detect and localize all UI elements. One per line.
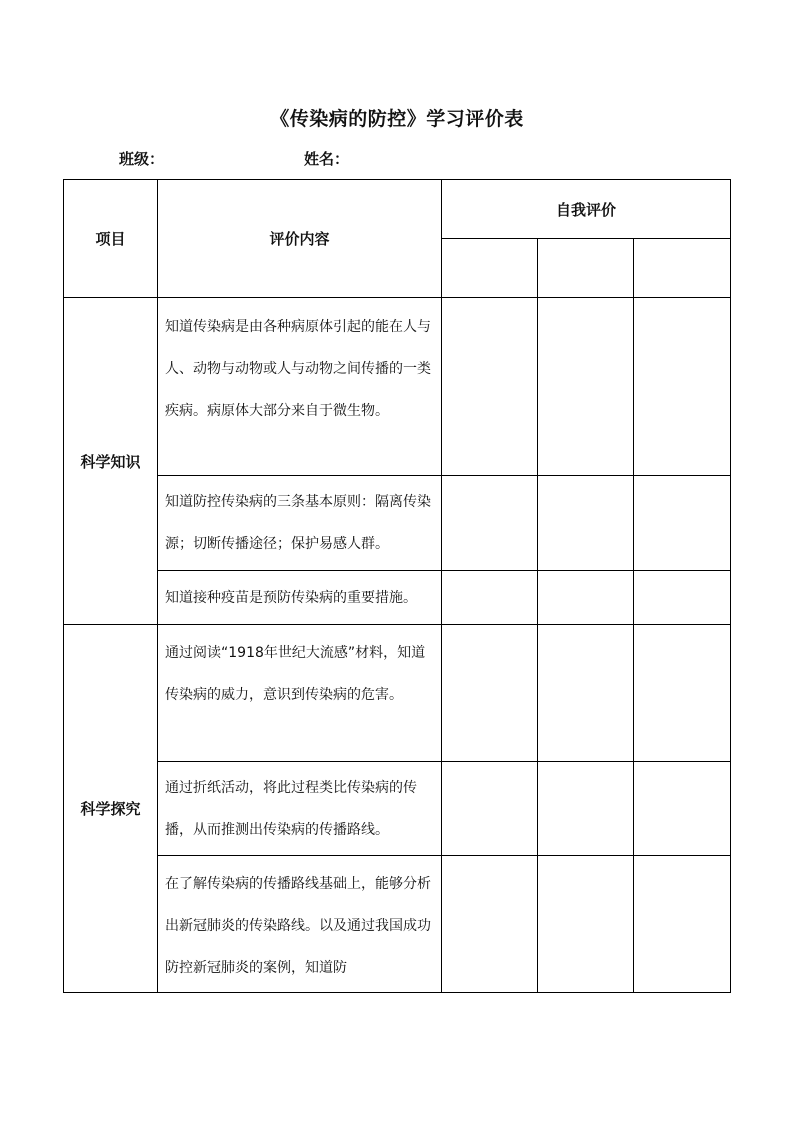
rating-cell[interactable] (442, 762, 538, 856)
criterion-text: 在了解传染病的传播路线基础上，能够分析出新冠肺炎的传染路线。以及通过我国成功防控新冠肺炎的案例，知道防 (158, 856, 442, 993)
rating-cell[interactable] (538, 298, 634, 476)
evaluation-table (63, 179, 731, 993)
rating-cell[interactable] (634, 571, 731, 625)
criterion-text: 通过折纸活动，将此过程类比传染病的传播，从而推测出传染病的传播路线。 (158, 762, 442, 856)
rating-cell[interactable] (538, 856, 634, 993)
rating-cell[interactable] (634, 625, 731, 762)
criterion-text: 通过阅读“1918年世纪大流感”材料，知道传染病的威力，意识到传染病的危害。 (158, 625, 442, 762)
self-eval-subheader-cell (634, 239, 731, 298)
criterion-text: 知道传染病是由各种病原体引起的能在人与人、动物与动物或人与动物之间传播的一类疾病。病原体大部分来自于微生物。 (158, 298, 442, 476)
criterion-text: 知道防控传染病的三条基本原则：隔离传染源；切断传播途径；保护易感人群。 (158, 476, 442, 571)
self-eval-subheader-cell (442, 239, 538, 298)
category-science-inquiry: 科学探究 (64, 625, 158, 993)
rating-cell[interactable] (538, 762, 634, 856)
header-item: 项目 (64, 180, 158, 298)
document-title: 《传染病的防控》学习评价表 (270, 108, 524, 130)
rating-cell[interactable] (538, 625, 634, 762)
class-label: 班级： (119, 150, 165, 168)
name-label: 姓名： (304, 150, 350, 168)
rating-cell[interactable] (538, 476, 634, 571)
rating-cell[interactable] (634, 298, 731, 476)
rating-cell[interactable] (442, 625, 538, 762)
rating-cell[interactable] (538, 571, 634, 625)
criterion-text: 知道接种疫苗是预防传染病的重要措施。 (158, 571, 442, 625)
header-self-eval: 自我评价 (442, 180, 731, 239)
rating-cell[interactable] (634, 856, 731, 993)
category-science-knowledge: 科学知识 (64, 298, 158, 625)
self-eval-subheader-cell (538, 239, 634, 298)
rating-cell[interactable] (442, 856, 538, 993)
rating-cell[interactable] (442, 571, 538, 625)
rating-cell[interactable] (442, 476, 538, 571)
rating-cell[interactable] (634, 476, 731, 571)
rating-cell[interactable] (442, 298, 538, 476)
rating-cell[interactable] (634, 762, 731, 856)
header-content: 评价内容 (158, 180, 442, 298)
